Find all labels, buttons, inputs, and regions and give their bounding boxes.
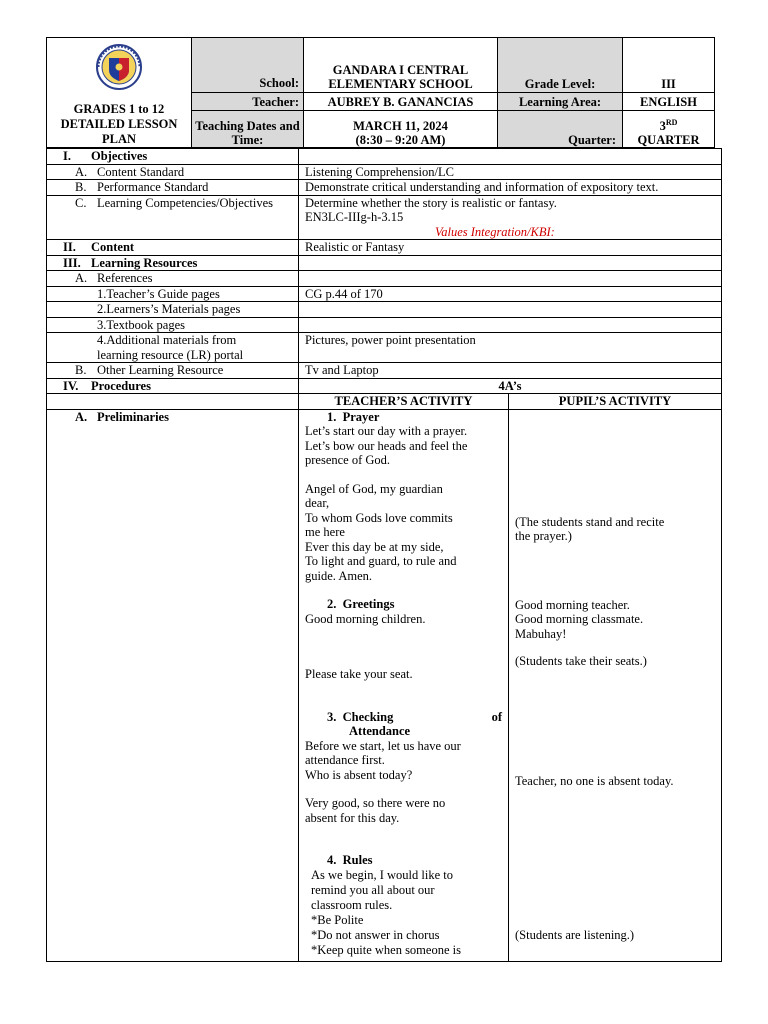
pupil-seats: (Students take their seats.) (515, 654, 647, 668)
prayer-line-7: guide. Amen. (305, 568, 373, 583)
rules-heading: 4. Rules (327, 853, 373, 867)
date-text: MARCH 11, 2024 (353, 119, 448, 133)
pupil-prayer-1: (The students stand and recite (515, 514, 665, 529)
rules-line-1: As we begin, I would like to (311, 867, 453, 882)
quarter-word: QUARTER (637, 133, 700, 147)
lesson-plan-table (46, 148, 722, 962)
teacher-value: AUBREY B. GANANCIAS (304, 93, 498, 111)
prayer-intro-1: Let’s start our day with a prayer. (305, 424, 468, 438)
content-heading: II. Content (47, 240, 299, 256)
resources-heading: III. Learning Resources (47, 255, 299, 271)
greetings-heading: 2. Greetings (327, 597, 395, 611)
attendance-teacher-2a: Very good, so there were no (305, 796, 446, 810)
attendance-line-2: attendance first. (305, 753, 385, 767)
preliminaries-label: A. Preliminaries (47, 409, 299, 961)
pupil-greeting-1: Good morning teacher. (515, 597, 630, 612)
prayer-line-6: To light and guard, to rule and (305, 554, 457, 568)
rules-list (305, 868, 502, 958)
learning-area-value: ENGLISH (623, 93, 715, 111)
attendance-line-1: Before we start, let us have our (305, 738, 461, 753)
references-label: A. References (47, 271, 299, 287)
attendance-teacher-2b: absent for this day. (305, 810, 400, 825)
content-standard-value: Listening Comprehension/LC (299, 164, 722, 180)
other-resource-value: Tv and Laptop (299, 363, 722, 379)
pupil-activity-cell (509, 409, 722, 961)
prayer-line-2: dear, (305, 496, 330, 510)
objectives-heading: I. Objectives (47, 149, 299, 165)
prayer-line-5: Ever this day be at my side, (305, 539, 444, 554)
additional-materials-value: Pictures, power point presentation (299, 333, 722, 363)
pupil-activity-header: PUPIL’S ACTIVITY (509, 394, 722, 410)
quarter-value (623, 110, 715, 147)
teacher-label: Teacher: (192, 93, 304, 111)
pupil-attendance: Teacher, no one is absent today. (515, 773, 674, 788)
textbook-label: 3.Textbook pages (47, 317, 299, 333)
deped-seal-icon (90, 44, 148, 90)
procedures-value: 4A’s (299, 378, 722, 394)
logo-cell (47, 38, 192, 148)
prayer-intro-2: Let’s bow our heads and feel the (305, 438, 468, 453)
teaching-dates-value (304, 110, 498, 147)
tg-pages-value: CG p.44 of 170 (299, 286, 722, 302)
rules-line-4: *Be Polite (311, 912, 364, 927)
pupil-greeting-3: Mabuhay! (515, 626, 567, 641)
performance-standard-label: B. Performance Standard (47, 180, 299, 196)
competencies-label: C. Learning Competencies/Objectives (47, 195, 299, 240)
rules-line-5: *Do not answer in chorus (311, 927, 440, 942)
competency-text: Determine whether the story is realistic or fantasy. (305, 195, 557, 210)
prayer-heading: 1. Prayer (327, 409, 380, 424)
rules-line-2: remind you all about our (311, 882, 435, 897)
grade-level-value: III (623, 38, 715, 93)
content-value: Realistic or Fantasy (299, 240, 722, 256)
textbook-value (299, 317, 722, 333)
prayer-line-4: me here (305, 525, 345, 539)
teaching-dates-label: Teaching Dates and Time: (192, 110, 304, 147)
content-standard-label: A. Content Standard (47, 164, 299, 180)
school-value: GANDARA I CENTRAL ELEMENTARY SCHOOL (304, 38, 498, 93)
header-table (46, 37, 715, 148)
lm-pages-value (299, 302, 722, 318)
lm-pages-label: 2.Learners’s Materials pages (47, 302, 299, 318)
values-integration: Values Integration/KBI: (435, 224, 555, 239)
lesson-plan-title: GRADES 1 to 12 DETAILED LESSON PLAN (60, 102, 178, 146)
attendance-heading-2: Attendance (349, 724, 411, 738)
teacher-activity-cell (299, 409, 509, 961)
greetings-teacher-1: Good morning children. (305, 611, 426, 626)
time-text: (8:30 – 9:20 AM) (355, 133, 446, 147)
performance-standard-value: Demonstrate critical understanding and information of expository text. (299, 180, 722, 196)
other-resource-label: B. Other Learning Resource (47, 363, 299, 379)
attendance-heading: 3. Checking of (327, 709, 502, 724)
attendance-line-3: Who is absent today? (305, 767, 413, 782)
pupil-greeting-2: Good morning classmate. (515, 612, 644, 626)
teacher-activity-header: TEACHER’S ACTIVITY (299, 394, 509, 410)
competency-code: EN3LC-IIIg-h-3.15 (305, 210, 404, 224)
quarter-suffix: RD (665, 117, 678, 127)
procedures-heading: IV. Procedures (47, 378, 299, 394)
rules-line-3: classroom rules. (311, 897, 393, 912)
prayer-intro-3: presence of God. (305, 453, 391, 467)
grade-level-label: Grade Level: (498, 38, 623, 93)
greetings-teacher-2: Please take your seat. (305, 667, 413, 681)
prayer-line-1: Angel of God, my guardian (305, 481, 443, 496)
tg-pages-label: 1.Teacher’s Guide pages (47, 286, 299, 302)
additional-materials-label: 4.Additional materials from learning resource (LR) portal (47, 333, 299, 363)
learning-area-label: Learning Area: (498, 93, 623, 111)
quarter-label: Quarter: (498, 110, 623, 147)
competencies-value (299, 195, 722, 240)
prayer-line-3: To whom Gods love commits (305, 510, 453, 525)
pupil-prayer-2: the prayer.) (515, 529, 572, 543)
school-label: School: (192, 38, 304, 93)
pupil-rules: (Students are listening.) (515, 928, 635, 942)
quarter-number: 3 (659, 119, 666, 133)
rules-line-6: *Keep quite when someone is (311, 942, 461, 957)
